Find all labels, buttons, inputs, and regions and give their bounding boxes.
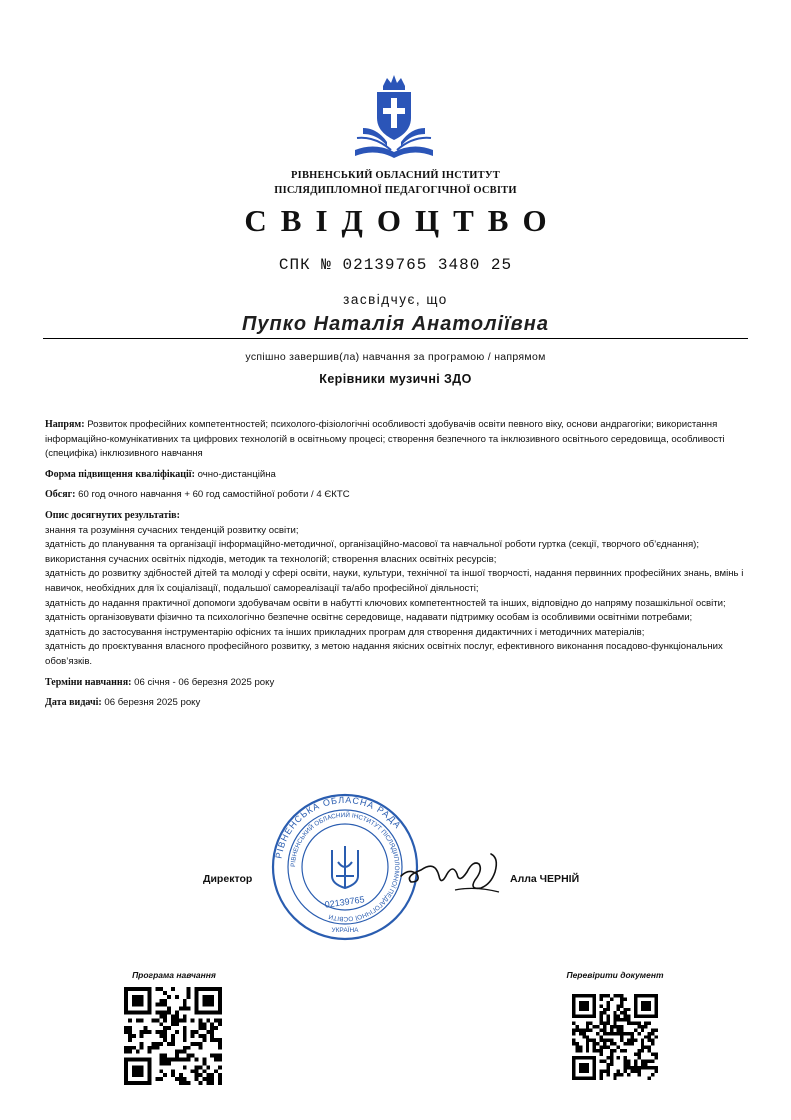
qr-finder-pattern xyxy=(132,995,144,1007)
outcome-item: здатність до проєктування власного професійного розвитку, з метою надання якісних освітніх послуг, ефективного виконання посадово-функціональних обов’язків. xyxy=(45,641,723,667)
certificate-number: СПК № 02139765 3480 25 xyxy=(278,256,513,274)
program-qr-code[interactable] xyxy=(124,987,222,1085)
issue-date-value: 06 березня 2025 року xyxy=(104,697,201,709)
outcome-item: здатність до застосування інструментарію офісних та інших прикладних програм для створення дидактичних і методичних матеріалів; xyxy=(45,626,645,638)
outcome-item: здатність до розвитку здібностей дітей та молоді у сфері освіти, науки, культури, технічної та іншої творчості, надання первинних професійних знань, вмінь і навичок, необхідних для їх соціалізації, подальшої самореалізації та/або професійної діяльності; xyxy=(45,568,744,594)
stamp-outer-text: РІВНЕНСЬКА ОБЛАСНА РАДА xyxy=(273,794,404,860)
certifies-text: засвідчує, що xyxy=(343,292,448,307)
verify-qr-label: Перевірити документ xyxy=(566,970,664,980)
issue-date-row xyxy=(45,696,750,711)
form-row xyxy=(45,468,750,483)
form-value: очно-дистанційна xyxy=(197,468,276,480)
institution-name-line2: ПІСЛЯДИПЛОМНОЇ ПЕДАГОГІЧНОЇ ОСВІТИ xyxy=(274,185,517,196)
director-signature xyxy=(395,846,505,898)
qr-finder-pattern xyxy=(132,1065,144,1077)
qr-finder-pattern xyxy=(579,1001,589,1011)
program-name: Керівники музичні ЗДО xyxy=(319,372,472,386)
outcome-item: здатність організовувати фізично та психологічно безпечне освітнє середовище, надавати підтримку особам із особливими освітніми потребами; xyxy=(45,612,693,624)
institution-logo xyxy=(347,72,441,166)
terms-row xyxy=(45,676,750,691)
director-role: Директор xyxy=(203,873,253,885)
stamp-inner-text: РІВНЕНСЬКИЙ ОБЛАСНИЙ ІНСТИТУТ ПІСЛЯДИПЛОМНОЇ ПЕДАГОГІЧНОЇ ОСВІТИ xyxy=(289,811,401,923)
terms-value: 06 січня - 06 березня 2025 року xyxy=(134,676,275,688)
stamp-code: 02139765 xyxy=(324,894,366,910)
direction-label: Напрям: xyxy=(45,419,85,430)
document-title: СВІДОЦТВО xyxy=(244,203,561,238)
qr-finder-pattern xyxy=(641,1001,651,1011)
direction-row xyxy=(45,418,750,462)
stamp-country: УКРАЇНА xyxy=(331,927,359,934)
terms-label: Терміни навчання: xyxy=(45,676,132,688)
verify-qr-code[interactable] xyxy=(572,994,658,1080)
qr-finder-pattern xyxy=(202,995,214,1007)
recipient-name: Пупко Наталія Анатоліївна xyxy=(242,313,549,335)
volume-row xyxy=(45,488,750,503)
qr-finder-pattern xyxy=(579,1063,589,1073)
institution-name-line1: РІВНЕНСЬКИЙ ОБЛАСНИЙ ІНСТИТУТ xyxy=(291,170,500,181)
issue-date-label: Дата видачі: xyxy=(45,697,102,709)
volume-value: 60 год очного навчання + 60 год самостійної роботи / 4 ЄКТС xyxy=(78,489,350,501)
program-qr-label: Програма навчання xyxy=(132,970,216,980)
outcome-item: здатність до планування та організації інформаційно-методичної, організаційно-масової та навчальної роботи гуртка (секції, творчого об’єднання); використання сучасних освітніх підходів, методик та технологій; створення власних освітніх ресурсів; xyxy=(45,539,700,565)
volume-label: Обсяг: xyxy=(45,489,76,501)
direction-value: Розвиток професійних компетентностей; психолого-фізіологічні особливості здобувачів освіти певного віку, основи андрагогіки; використання інформаційно-комунікативних та цифрових технологій в освітньому процесі; створення безпечного та інклюзивного освітнього середовища, особливості (специфіка) інклюзивного навчання xyxy=(45,419,725,460)
outcome-item: здатність до надання практичної допомоги здобувачам освіти в набутті ключових компетентностей та інших, відповідно до напряму позашкільної освіти; xyxy=(45,597,726,609)
director-name: Алла ЧЕРНІЙ xyxy=(510,873,580,885)
outcome-item: знання та розуміння сучасних тенденцій розвитку освіти; xyxy=(45,524,299,536)
trident-icon xyxy=(332,846,358,888)
completed-text: успішно завершив(ла) навчання за програмою / напрямом xyxy=(245,351,546,363)
outcomes-label: Опис досягнутих результатів: xyxy=(45,509,180,521)
form-label: Форма підвищення кваліфікації: xyxy=(45,468,195,480)
name-underline xyxy=(43,338,748,339)
outcomes-label-row xyxy=(45,509,750,524)
certificate-details xyxy=(45,418,750,711)
